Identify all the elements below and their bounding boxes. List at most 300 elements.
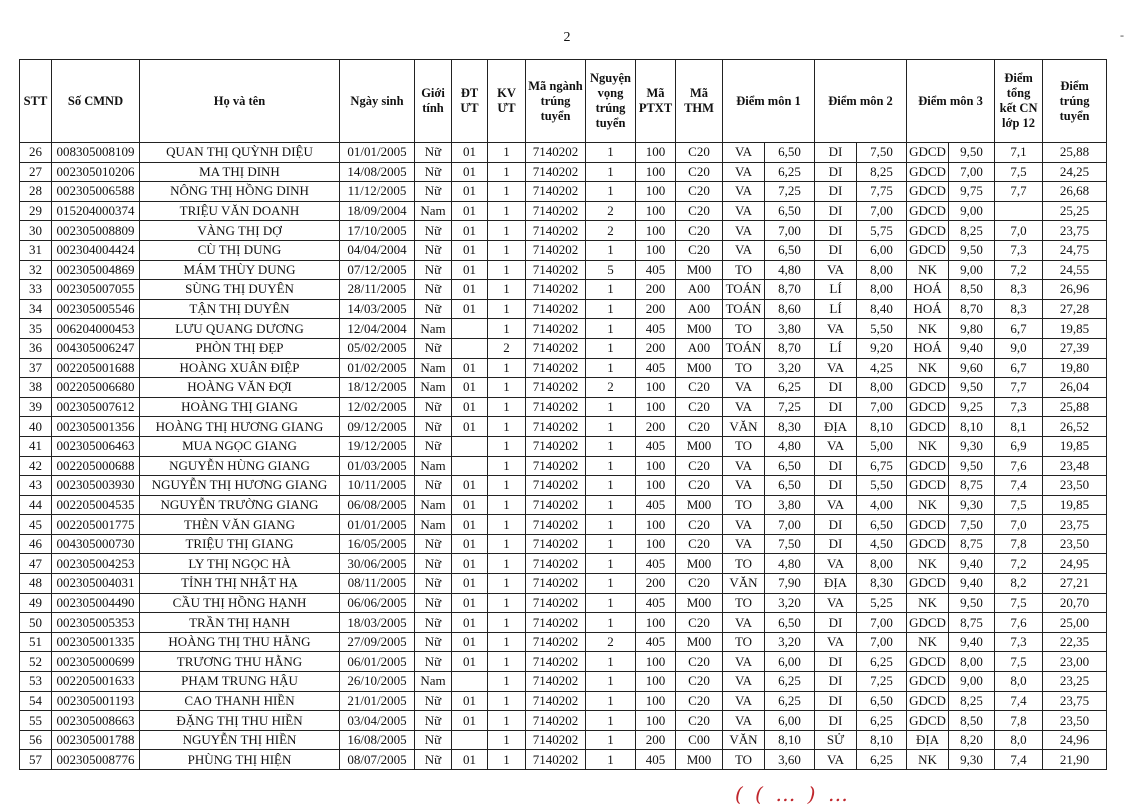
cell-diem-tong-ket: 7,0 (995, 515, 1043, 535)
cell-mon1-score: 8,70 (765, 280, 815, 300)
cell-diem-trung-tuyen: 23,75 (1043, 221, 1107, 241)
cell-ma-nganh: 7140202 (526, 378, 586, 398)
cell-diem-trung-tuyen: 24,55 (1043, 260, 1107, 280)
cell-mon1-score: 7,25 (765, 397, 815, 417)
cell-mon2-score: 4,50 (857, 534, 907, 554)
cell-kv-ut: 1 (488, 143, 526, 163)
cell-ma-ptxt: 405 (636, 495, 676, 515)
cell-stt: 35 (20, 319, 52, 339)
cell-mon3-score: 8,00 (949, 652, 995, 672)
cell-diem-tong-ket: 7,3 (995, 397, 1043, 417)
cell-mon1-subject: VA (723, 143, 765, 163)
cell-gender: Nữ (415, 574, 452, 594)
cell-diem-trung-tuyen: 26,68 (1043, 182, 1107, 202)
cell-cmnd: 004305006247 (52, 338, 140, 358)
cell-gender: Nữ (415, 476, 452, 496)
cell-mon3-score: 9,80 (949, 319, 995, 339)
cell-stt: 41 (20, 436, 52, 456)
cell-diem-trung-tuyen: 24,75 (1043, 240, 1107, 260)
cell-dt-ut (452, 338, 488, 358)
cell-ma-ptxt: 100 (636, 378, 676, 398)
cell-diem-trung-tuyen: 23,50 (1043, 534, 1107, 554)
cell-ma-ptxt: 100 (636, 456, 676, 476)
cell-name: HOÀNG THỊ HƯƠNG GIANG (140, 417, 340, 437)
cell-mon3-subject: GDCD (907, 711, 949, 731)
header-ma-thm: Mã THM (676, 60, 723, 143)
cell-gender: Nữ (415, 417, 452, 437)
cell-kv-ut: 1 (488, 280, 526, 300)
page-number: 2 (563, 30, 571, 45)
cell-name: TRƯƠNG THU HẰNG (140, 652, 340, 672)
table-row (20, 613, 1107, 633)
cell-mon2-score: 7,00 (857, 613, 907, 633)
cell-dt-ut: 01 (452, 691, 488, 711)
cell-mon3-subject: NK (907, 495, 949, 515)
cell-mon1-score: 6,50 (765, 476, 815, 496)
header-mon1: Điểm môn 1 (723, 60, 815, 143)
table-row (20, 143, 1107, 163)
header-ma-ptxt: Mã PTXT (636, 60, 676, 143)
cell-diem-tong-ket: 7,3 (995, 632, 1043, 652)
cell-mon3-subject: NK (907, 632, 949, 652)
table-row (20, 182, 1107, 202)
cell-name: MÁM THÙY DUNG (140, 260, 340, 280)
cell-diem-tong-ket: 7,5 (995, 593, 1043, 613)
cell-mon1-score: 7,25 (765, 182, 815, 202)
cell-dob: 27/09/2005 (340, 632, 415, 652)
cell-mon2-subject: VA (815, 554, 857, 574)
cell-mon1-subject: TOÁN (723, 338, 765, 358)
cell-diem-tong-ket: 6,7 (995, 358, 1043, 378)
cell-mon3-subject: NK (907, 358, 949, 378)
cell-gender: Nữ (415, 240, 452, 260)
cell-ma-ptxt: 100 (636, 182, 676, 202)
cell-mon1-score: 7,00 (765, 515, 815, 535)
cell-nguyen-vong: 1 (586, 613, 636, 633)
cell-dt-ut: 01 (452, 534, 488, 554)
cell-dob: 26/10/2005 (340, 672, 415, 692)
cell-mon3-score: 9,00 (949, 201, 995, 221)
cell-ma-nganh: 7140202 (526, 574, 586, 594)
cell-mon2-score: 8,25 (857, 162, 907, 182)
cell-mon1-subject: TO (723, 319, 765, 339)
cell-name: VÀNG THỊ DỢ (140, 221, 340, 241)
cell-mon1-subject: TO (723, 495, 765, 515)
cell-kv-ut: 1 (488, 534, 526, 554)
cell-mon2-subject: DI (815, 397, 857, 417)
cell-ma-ptxt: 100 (636, 515, 676, 535)
cell-ma-nganh: 7140202 (526, 436, 586, 456)
cell-mon2-subject: DI (815, 201, 857, 221)
cell-name: NGUYỄN THỊ HIỀN (140, 730, 340, 750)
cell-mon3-score: 9,50 (949, 240, 995, 260)
header-gender: Giới tính (415, 60, 452, 143)
cell-cmnd: 002305006463 (52, 436, 140, 456)
cell-ma-ptxt: 200 (636, 574, 676, 594)
cell-mon2-score: 7,50 (857, 143, 907, 163)
cell-cmnd: 002205001775 (52, 515, 140, 535)
cell-ma-ptxt: 100 (636, 534, 676, 554)
cell-ma-nganh: 7140202 (526, 143, 586, 163)
cell-mon2-subject: VA (815, 632, 857, 652)
cell-mon3-subject: NK (907, 436, 949, 456)
cell-mon3-score: 9,40 (949, 554, 995, 574)
cell-mon2-score: 8,10 (857, 730, 907, 750)
cell-dob: 21/01/2005 (340, 691, 415, 711)
cell-gender: Nữ (415, 436, 452, 456)
cell-stt: 26 (20, 143, 52, 163)
cell-ma-nganh: 7140202 (526, 652, 586, 672)
cell-stt: 30 (20, 221, 52, 241)
cell-mon2-subject: VA (815, 358, 857, 378)
cell-cmnd: 002305008776 (52, 750, 140, 770)
cell-kv-ut: 1 (488, 182, 526, 202)
cell-ma-thm: A00 (676, 299, 723, 319)
cell-dt-ut: 01 (452, 593, 488, 613)
cell-ma-nganh: 7140202 (526, 182, 586, 202)
cell-ma-ptxt: 100 (636, 143, 676, 163)
cell-mon1-score: 6,00 (765, 652, 815, 672)
cell-stt: 49 (20, 593, 52, 613)
header-mon2: Điểm môn 2 (815, 60, 907, 143)
cell-nguyen-vong: 1 (586, 574, 636, 594)
cell-mon3-subject: GDCD (907, 417, 949, 437)
header-diem-tong-ket: Điểm tổng kết CN lớp 12 (995, 60, 1043, 143)
cell-nguyen-vong: 1 (586, 417, 636, 437)
cell-mon1-subject: TO (723, 554, 765, 574)
cell-mon3-subject: GDCD (907, 652, 949, 672)
cell-cmnd: 002304004424 (52, 240, 140, 260)
cell-ma-nganh: 7140202 (526, 319, 586, 339)
cell-ma-nganh: 7140202 (526, 240, 586, 260)
cell-stt: 51 (20, 632, 52, 652)
cell-diem-tong-ket: 7,8 (995, 534, 1043, 554)
table-row (20, 730, 1107, 750)
cell-cmnd: 004305000730 (52, 534, 140, 554)
cell-mon3-subject: HOÁ (907, 299, 949, 319)
cell-ma-ptxt: 100 (636, 221, 676, 241)
cell-ma-thm: C20 (676, 378, 723, 398)
cell-kv-ut: 2 (488, 338, 526, 358)
cell-mon1-subject: VĂN (723, 574, 765, 594)
cell-mon2-score: 7,00 (857, 397, 907, 417)
cell-nguyen-vong: 1 (586, 476, 636, 496)
cell-dt-ut: 01 (452, 574, 488, 594)
cell-mon1-score: 6,25 (765, 672, 815, 692)
cell-mon1-score: 3,20 (765, 593, 815, 613)
cell-ma-thm: C20 (676, 397, 723, 417)
table-row (20, 554, 1107, 574)
cell-cmnd: 002305008809 (52, 221, 140, 241)
cell-kv-ut: 1 (488, 711, 526, 731)
cell-dob: 28/11/2005 (340, 280, 415, 300)
cell-nguyen-vong: 1 (586, 652, 636, 672)
cell-ma-thm: C20 (676, 574, 723, 594)
cell-mon2-subject: DI (815, 711, 857, 731)
cell-name: ĐẶNG THỊ THU HIỀN (140, 711, 340, 731)
cell-gender: Nữ (415, 397, 452, 417)
cell-gender: Nam (415, 672, 452, 692)
cell-ma-ptxt: 200 (636, 280, 676, 300)
cell-mon1-score: 6,50 (765, 240, 815, 260)
cell-cmnd: 002205001688 (52, 358, 140, 378)
cell-mon1-score: 7,00 (765, 221, 815, 241)
cell-kv-ut: 1 (488, 495, 526, 515)
table-row (20, 299, 1107, 319)
cell-kv-ut: 1 (488, 299, 526, 319)
cell-stt: 43 (20, 476, 52, 496)
cell-ma-nganh: 7140202 (526, 280, 586, 300)
cell-diem-trung-tuyen: 25,25 (1043, 201, 1107, 221)
cell-diem-tong-ket: 7,0 (995, 221, 1043, 241)
cell-mon1-score: 4,80 (765, 554, 815, 574)
table-row (20, 515, 1107, 535)
cell-mon1-subject: VA (723, 711, 765, 731)
cell-diem-trung-tuyen: 23,50 (1043, 476, 1107, 496)
cell-gender: Nữ (415, 260, 452, 280)
cell-cmnd: 002305001335 (52, 632, 140, 652)
cell-name: CAO THANH HIỀN (140, 691, 340, 711)
cell-ma-thm: C20 (676, 417, 723, 437)
cell-nguyen-vong: 1 (586, 495, 636, 515)
cell-ma-ptxt: 100 (636, 652, 676, 672)
cell-kv-ut: 1 (488, 750, 526, 770)
cell-ma-nganh: 7140202 (526, 495, 586, 515)
cell-ma-thm: C20 (676, 515, 723, 535)
table-row (20, 574, 1107, 594)
cell-ma-thm: C20 (676, 182, 723, 202)
cell-ma-thm: M00 (676, 495, 723, 515)
cell-gender: Nữ (415, 221, 452, 241)
cell-ma-ptxt: 100 (636, 162, 676, 182)
cell-mon2-subject: DI (815, 182, 857, 202)
table-row (20, 456, 1107, 476)
cell-diem-trung-tuyen: 23,75 (1043, 691, 1107, 711)
cell-name: TRIỆU VĂN DOANH (140, 201, 340, 221)
cell-gender: Nữ (415, 730, 452, 750)
cell-dob: 18/09/2004 (340, 201, 415, 221)
cell-ma-nganh: 7140202 (526, 476, 586, 496)
cell-diem-trung-tuyen: 26,52 (1043, 417, 1107, 437)
cell-diem-trung-tuyen: 24,96 (1043, 730, 1107, 750)
cell-dob: 14/08/2005 (340, 162, 415, 182)
cell-mon2-score: 6,50 (857, 691, 907, 711)
cell-dt-ut: 01 (452, 515, 488, 535)
cell-mon3-score: 7,00 (949, 162, 995, 182)
cell-stt: 50 (20, 613, 52, 633)
cell-diem-tong-ket: 8,1 (995, 417, 1043, 437)
cell-diem-trung-tuyen: 19,85 (1043, 319, 1107, 339)
cell-diem-tong-ket (995, 201, 1043, 221)
table-row (20, 378, 1107, 398)
cell-ma-thm: M00 (676, 593, 723, 613)
cell-gender: Nữ (415, 593, 452, 613)
cell-ma-thm: C20 (676, 456, 723, 476)
cell-gender: Nữ (415, 750, 452, 770)
cell-mon1-subject: VA (723, 672, 765, 692)
cell-dt-ut: 01 (452, 221, 488, 241)
cell-nguyen-vong: 1 (586, 299, 636, 319)
cell-diem-trung-tuyen: 27,28 (1043, 299, 1107, 319)
table-row (20, 750, 1107, 770)
cell-mon2-score: 4,25 (857, 358, 907, 378)
cell-mon3-subject: GDCD (907, 613, 949, 633)
cell-gender: Nữ (415, 711, 452, 731)
cell-name: HOÀNG THỊ THU HẰNG (140, 632, 340, 652)
cell-dob: 01/01/2005 (340, 515, 415, 535)
cell-kv-ut: 1 (488, 378, 526, 398)
cell-diem-tong-ket: 7,5 (995, 162, 1043, 182)
cell-stt: 55 (20, 711, 52, 731)
cell-ma-nganh: 7140202 (526, 260, 586, 280)
cell-nguyen-vong: 1 (586, 162, 636, 182)
cell-mon1-subject: VĂN (723, 730, 765, 750)
cell-name: TRIỆU THỊ GIANG (140, 534, 340, 554)
cell-mon1-subject: TO (723, 632, 765, 652)
cell-name: NGUYỄN HÙNG GIANG (140, 456, 340, 476)
cell-diem-tong-ket: 7,1 (995, 143, 1043, 163)
cell-name: MA THỊ DINH (140, 162, 340, 182)
cell-cmnd: 015204000374 (52, 201, 140, 221)
cell-mon2-subject: DI (815, 162, 857, 182)
table-row (20, 495, 1107, 515)
cell-ma-thm: M00 (676, 436, 723, 456)
cell-ma-thm: C20 (676, 711, 723, 731)
cell-mon2-score: 6,25 (857, 711, 907, 731)
cell-mon2-subject: DI (815, 613, 857, 633)
cell-mon3-score: 8,10 (949, 417, 995, 437)
cell-mon2-subject: LÍ (815, 299, 857, 319)
cell-mon1-score: 6,25 (765, 378, 815, 398)
cell-dob: 04/04/2004 (340, 240, 415, 260)
cell-mon3-subject: GDCD (907, 456, 949, 476)
cell-ma-ptxt: 100 (636, 691, 676, 711)
table-row (20, 162, 1107, 182)
cell-stt: 36 (20, 338, 52, 358)
cell-diem-tong-ket: 7,5 (995, 495, 1043, 515)
cell-dt-ut: 01 (452, 476, 488, 496)
cell-kv-ut: 1 (488, 456, 526, 476)
cell-dt-ut: 01 (452, 143, 488, 163)
header-dt-ut: ĐT ƯT (452, 60, 488, 143)
cell-dt-ut: 01 (452, 397, 488, 417)
cell-ma-nganh: 7140202 (526, 632, 586, 652)
cell-mon2-score: 8,00 (857, 378, 907, 398)
cell-nguyen-vong: 1 (586, 397, 636, 417)
cell-ma-thm: C20 (676, 143, 723, 163)
cell-nguyen-vong: 1 (586, 730, 636, 750)
cell-mon2-subject: ĐỊA (815, 574, 857, 594)
cell-ma-thm: C20 (676, 691, 723, 711)
cell-ma-nganh: 7140202 (526, 554, 586, 574)
cell-stt: 33 (20, 280, 52, 300)
cell-dt-ut: 01 (452, 280, 488, 300)
cell-ma-thm: C20 (676, 162, 723, 182)
cell-mon1-subject: TO (723, 436, 765, 456)
cell-mon2-subject: VA (815, 593, 857, 613)
cell-mon2-subject: VA (815, 495, 857, 515)
cell-name: NÔNG THỊ HỒNG DINH (140, 182, 340, 202)
cell-ma-ptxt: 405 (636, 358, 676, 378)
cell-mon2-score: 5,50 (857, 319, 907, 339)
cell-name: PHẠM TRUNG HẬU (140, 672, 340, 692)
cell-ma-nganh: 7140202 (526, 613, 586, 633)
cell-ma-nganh: 7140202 (526, 711, 586, 731)
cell-ma-ptxt: 100 (636, 672, 676, 692)
cell-stt: 44 (20, 495, 52, 515)
cell-mon2-subject: LÍ (815, 280, 857, 300)
cell-mon2-subject: DI (815, 691, 857, 711)
cell-gender: Nữ (415, 632, 452, 652)
cell-name: LY THỊ NGỌC HÀ (140, 554, 340, 574)
cell-ma-thm: M00 (676, 319, 723, 339)
cell-dob: 18/03/2005 (340, 613, 415, 633)
cell-mon1-subject: VA (723, 691, 765, 711)
cell-dt-ut: 01 (452, 201, 488, 221)
cell-kv-ut: 1 (488, 397, 526, 417)
cell-dob: 06/06/2005 (340, 593, 415, 613)
cell-stt: 48 (20, 574, 52, 594)
cell-stt: 56 (20, 730, 52, 750)
cell-cmnd: 002305003930 (52, 476, 140, 496)
cell-ma-thm: M00 (676, 358, 723, 378)
cell-nguyen-vong: 5 (586, 260, 636, 280)
cell-mon2-subject: DI (815, 143, 857, 163)
cell-mon1-score: 7,50 (765, 534, 815, 554)
cell-ma-nganh: 7140202 (526, 672, 586, 692)
cell-dt-ut: 01 (452, 260, 488, 280)
cell-stt: 28 (20, 182, 52, 202)
cell-kv-ut: 1 (488, 613, 526, 633)
cell-mon2-subject: LÍ (815, 338, 857, 358)
cell-ma-ptxt: 405 (636, 554, 676, 574)
cell-nguyen-vong: 1 (586, 456, 636, 476)
cell-mon3-score: 8,70 (949, 299, 995, 319)
cell-cmnd: 002205000688 (52, 456, 140, 476)
cell-gender: Nữ (415, 613, 452, 633)
cell-diem-trung-tuyen: 23,00 (1043, 652, 1107, 672)
cell-mon1-score: 3,80 (765, 319, 815, 339)
cell-cmnd: 002205006680 (52, 378, 140, 398)
cell-name: CÙ THỊ DUNG (140, 240, 340, 260)
cell-nguyen-vong: 1 (586, 143, 636, 163)
cell-mon3-score: 9,40 (949, 338, 995, 358)
cell-dob: 01/01/2005 (340, 143, 415, 163)
cell-ma-nganh: 7140202 (526, 221, 586, 241)
cell-mon1-score: 8,70 (765, 338, 815, 358)
cell-name: PHÒN THỊ ĐẸP (140, 338, 340, 358)
cell-ma-thm: C20 (676, 221, 723, 241)
cell-kv-ut: 1 (488, 162, 526, 182)
cell-dt-ut: 01 (452, 652, 488, 672)
cell-cmnd: 002305001788 (52, 730, 140, 750)
cell-mon3-subject: GDCD (907, 162, 949, 182)
cell-kv-ut: 1 (488, 201, 526, 221)
cell-cmnd: 002205001633 (52, 672, 140, 692)
cell-dob: 16/05/2005 (340, 534, 415, 554)
cell-cmnd: 002305005353 (52, 613, 140, 633)
cell-mon2-score: 9,20 (857, 338, 907, 358)
cell-kv-ut: 1 (488, 730, 526, 750)
cell-mon2-score: 8,40 (857, 299, 907, 319)
table-row (20, 632, 1107, 652)
cell-diem-tong-ket: 7,4 (995, 750, 1043, 770)
cell-dob: 12/04/2004 (340, 319, 415, 339)
cell-mon2-score: 7,00 (857, 632, 907, 652)
cell-diem-trung-tuyen: 19,85 (1043, 436, 1107, 456)
cell-nguyen-vong: 1 (586, 436, 636, 456)
cell-name: TỈNH THỊ NHẬT HẠ (140, 574, 340, 594)
